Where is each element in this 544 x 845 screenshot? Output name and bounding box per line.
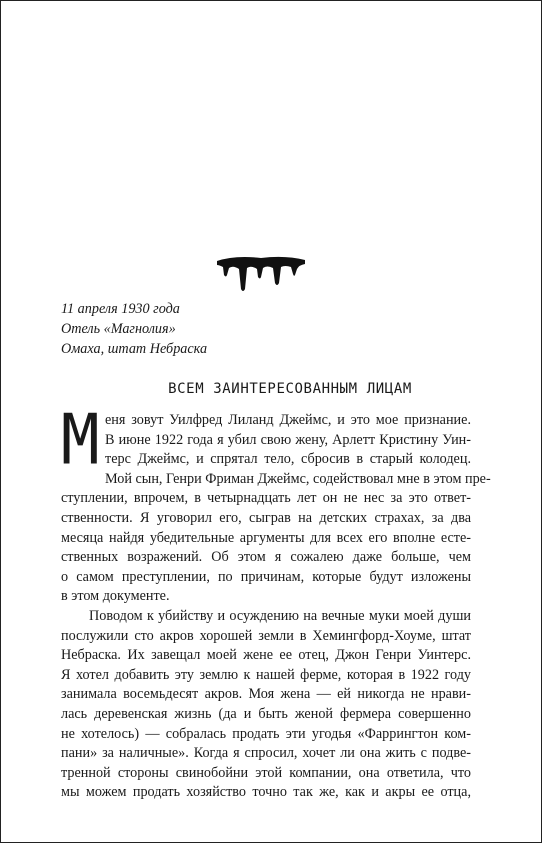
paragraph-1 — [61, 400, 491, 607]
ink-drip-ornament-icon — [215, 253, 307, 293]
text-line: месяца найдя убедительные аргументы для всех его вполне есте- — [61, 529, 471, 546]
paragraph-2 — [61, 607, 471, 803]
text-line: Небраска. Их завещал моей жене ее отец, Джон Генри Уинтерс. — [61, 647, 471, 664]
text-line: пани» за наличные». Когда я спросил, хочет ли она жить с подве- — [61, 745, 471, 762]
text-line: терс Джеймс, и спрятал тело, сбросив в старый колодец. — [105, 451, 471, 468]
text-line: тренной стороны свинобойни этой компании, она ответила, что — [61, 764, 471, 781]
text-line: Поводом к убийству и осуждению на вечные муки моей души — [89, 607, 471, 624]
text-line: занимала восемьдесят акров. Моя жена — ей никогда не нрави- — [61, 686, 471, 703]
text-line: ственных возражений. Об этом я сожалею даже больше, чем — [61, 549, 471, 566]
drop-cap: М — [61, 400, 100, 481]
letter-place-city: Омаха, штат Небраска — [61, 341, 208, 357]
text-line: послужили сто акров хорошей земли в Хемингфорд-Хоуме, штат — [61, 627, 471, 644]
letter-body — [61, 400, 491, 803]
letter-heading — [61, 299, 207, 359]
text-line: мы можем продать хозяйство точно так же, как и акры ее отца, — [61, 784, 471, 801]
text-line: не хотелось) — собралась продать эти угодья «Фаррингтон ком- — [61, 725, 471, 742]
letter-date: 11 апреля 1930 года — [61, 301, 180, 317]
text-line: Мой сын, Генри Фриман Джеймс, содействовал мне в этом пре- — [105, 470, 491, 487]
text-line: Я хотел добавить эту землю к нашей ферме, которая в 1922 году — [61, 666, 471, 683]
text-line: ступлении, впрочем, в четырнадцать лет он не нес за это ответ- — [61, 490, 471, 507]
text-line: о самом преступлении, по причинам, которые будут изложены — [61, 568, 471, 585]
text-line: ственности. Я уговорил его, сыграв на детских страхах, за два — [61, 509, 471, 526]
text-line: В июне 1922 года я убил свою жену, Арлетт Кристину Уин- — [105, 431, 471, 448]
text-line: еня зовут Уилфред Лиланд Джеймс, и это мое признание. — [105, 412, 471, 428]
text-line: лась деревенская жизнь (да и быть женой фермера совершенно — [61, 705, 471, 722]
letter-place-hotel: Отель «Магнолия» — [61, 321, 176, 337]
letter-title: ВСЕМ ЗАИНТЕРЕСОВАННЫМ ЛИЦАМ — [168, 381, 412, 397]
text-line: в этом документе. — [61, 588, 170, 605]
